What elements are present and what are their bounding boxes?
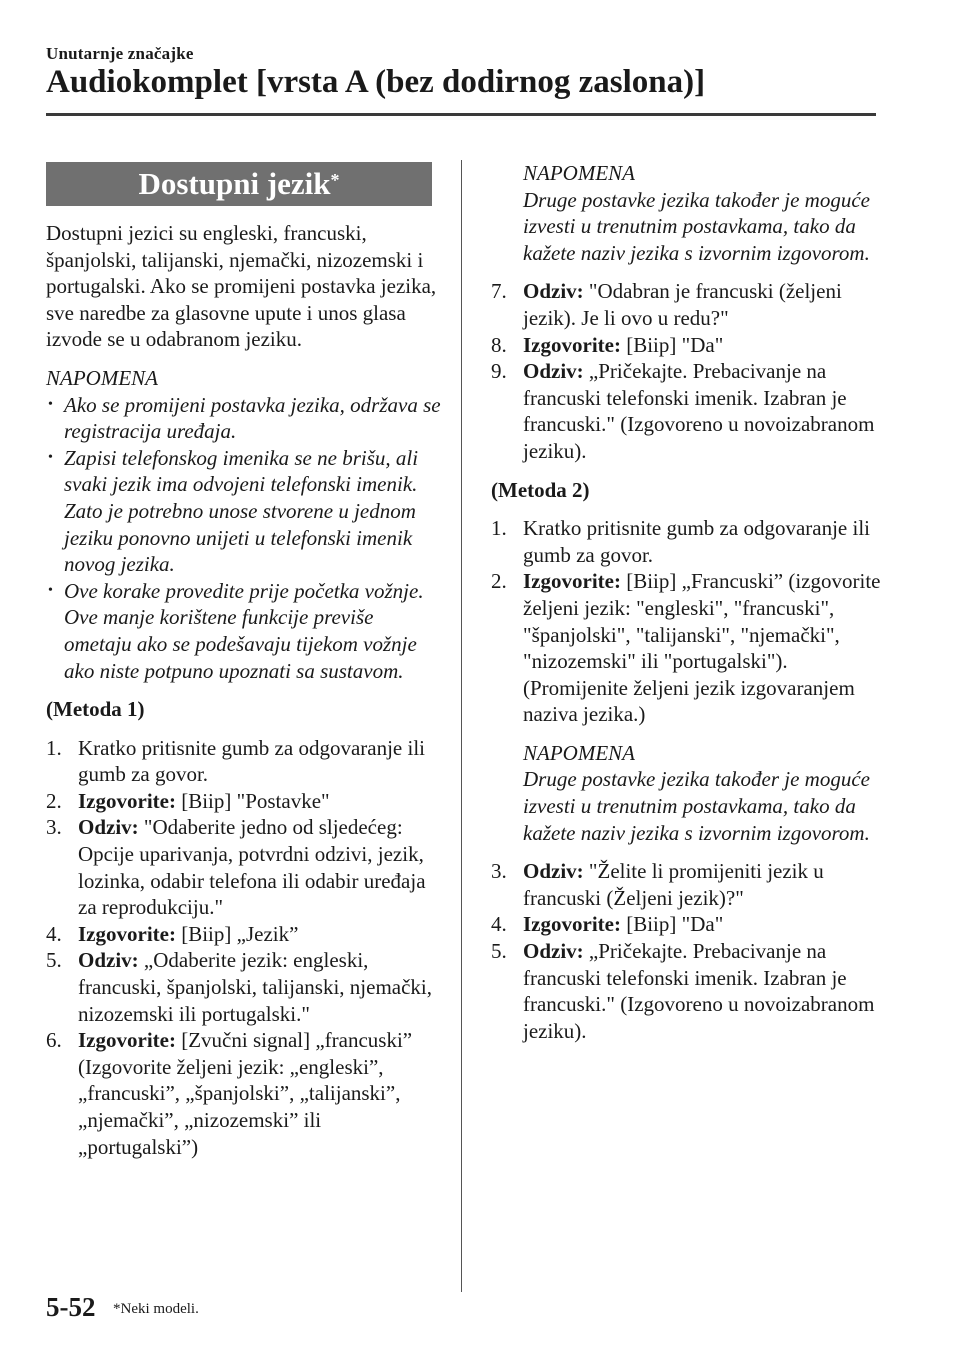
bullet-icon: • <box>48 582 53 598</box>
step-text: „Pričekajte. Prebacivanje na francuski telefonski imenik. Izabran je francuski." (Izgovoreno u novoizabranom jeziku). <box>523 359 875 463</box>
step-number: 5. <box>46 948 62 973</box>
step-item <box>491 911 891 938</box>
step-text: „Odaberite jezik: engleski, francuski, španjolski, talijanski, njemački, nizozemski ili portugalski." <box>78 948 433 1026</box>
footnote: *Neki modeli. <box>113 1301 199 1317</box>
step-text: [Biip] „Jezik” <box>175 921 299 946</box>
step-label: Izgovorite: <box>78 921 176 946</box>
note-title: NAPOMENA <box>523 740 635 765</box>
note-text: Druge postavke jezika također je moguće izvesti u trenutnim postavkama, tako da kažete naziv jezika s izvornim izgovorom. <box>523 187 870 265</box>
step-number: 3. <box>491 859 507 884</box>
step-text: „Pričekajte. Prebacivanje na francuski telefonski imenik. Izabran je francuski." (Izgovoreno u novoizabranom jeziku). <box>523 939 875 1043</box>
note-title: NAPOMENA <box>46 365 158 390</box>
step-number: 3. <box>46 815 62 840</box>
step-text: [Biip] "Da" <box>620 912 724 937</box>
step-label: Odziv: <box>523 359 584 384</box>
section-heading-text: Dostupni jezik <box>138 166 331 201</box>
bullet-text: Zapisi telefonskog imenika se ne brišu, ali svaki jezik ima odvojeni telefonski imenik. Zato je potrebno unose stvorene u jednom jeziku ponovno unijeti u telefonski imenik novog jezika. <box>64 445 419 577</box>
bullet-item <box>46 578 446 684</box>
step-number: 4. <box>491 912 507 937</box>
step-text: [Biip] "Postavke" <box>175 788 330 813</box>
step-item <box>491 938 891 1044</box>
step-item <box>46 1027 446 1160</box>
step-label: Izgovorite: <box>78 1028 176 1053</box>
bullet-text: Ako se promijeni postavka jezika, održava se registracija uređaja. <box>64 392 441 444</box>
section-label: Unutarnje značajke <box>46 44 194 63</box>
step-number: 1. <box>46 735 62 760</box>
step-label: Odziv: <box>78 948 139 973</box>
step-number: 5. <box>491 939 507 964</box>
section-heading <box>46 162 432 206</box>
step-text: "Želite li promijeniti jezik u francuski (Željeni jezik)?" <box>523 859 824 910</box>
method-1-heading: (Metoda 1) <box>46 697 145 722</box>
step-number: 6. <box>46 1028 62 1053</box>
step-text: Kratko pritisnite gumb za odgovaranje ili gumb za govor. <box>523 516 870 567</box>
step-text: [Biip] „Francuski” (izgovorite željeni jezik: "engleski", "francuski", "španjolski", "talijanski", "njemački", "nizozemski" ili "portugalski"). (Promijenite željeni jezik izgovaranjem naziva jezika.) <box>523 569 881 727</box>
page-number: 5-52 <box>46 1292 96 1322</box>
step-item <box>491 278 891 331</box>
step-item <box>491 568 891 728</box>
note-right-1 <box>491 160 891 266</box>
step-text: [Biip] "Da" <box>620 332 724 357</box>
step-item <box>46 814 446 920</box>
step-item <box>491 332 891 359</box>
step-label: Odziv: <box>78 815 139 840</box>
step-text: "Odabran je francuski (željeni jezik). Je li ovo u redu?" <box>523 279 842 330</box>
step-item <box>491 515 891 568</box>
step-text: [Zvučni signal] „francuski” (Izgovorite željeni jezik: „engleski”, „francuski”, „španjolski”, „talijanski”, „njemački”, „nizozemski” ili „portugalski”) <box>78 1028 413 1159</box>
step-item <box>491 358 891 464</box>
step-item <box>46 788 446 815</box>
note-text: Druge postavke jezika također je moguće izvesti u trenutnim postavkama, tako da kažete naziv jezika s izvornim izgovorom. <box>523 767 870 845</box>
page-title: Audiokomplet [vrsta A (bez dodirnog zaslona)] <box>46 64 706 100</box>
step-number: 2. <box>46 788 62 813</box>
step-list-continued <box>491 278 891 464</box>
step-number: 9. <box>491 359 507 384</box>
bullet-icon: • <box>48 396 53 412</box>
step-number: 1. <box>491 516 507 541</box>
right-column <box>491 160 891 1056</box>
step-label: Izgovorite: <box>78 788 176 813</box>
note-right-2 <box>491 740 891 846</box>
bullet-text: Ove korake provedite prije početka vožnje. Ove manje korištene funkcije previše ometaju ako se podešavaju tijekom vožnje ako niste potpuno upoznati sa sustavom. <box>64 578 424 683</box>
step-item <box>46 735 446 788</box>
bullet-item <box>46 392 446 445</box>
step-item <box>46 921 446 948</box>
step-list-method-2-continued <box>491 858 891 1044</box>
left-column <box>46 220 446 1172</box>
method-2-heading: (Metoda 2) <box>491 477 590 502</box>
title-rule <box>46 113 876 116</box>
column-divider <box>461 160 462 1292</box>
step-list-method-2 <box>491 515 891 728</box>
bullet-item <box>46 445 446 578</box>
step-text: Kratko pritisnite gumb za odgovaranje ili gumb za govor. <box>78 735 425 787</box>
note-title: NAPOMENA <box>523 161 635 185</box>
bullet-icon: • <box>48 449 53 465</box>
footnote-star: * <box>330 170 340 190</box>
step-number: 7. <box>491 279 507 304</box>
step-label: Odziv: <box>523 939 584 964</box>
step-number: 4. <box>46 921 62 946</box>
step-label: Izgovorite: <box>523 569 621 594</box>
step-label: Odziv: <box>523 859 584 884</box>
note-left <box>46 365 446 684</box>
step-text: "Odaberite jedno od sljedećeg: Opcije uparivanja, potvrdni odzivi, jezik, lozinka, odabir telefona ili odabir uređaja za reprodukciju." <box>78 815 426 920</box>
step-label: Izgovorite: <box>523 912 621 937</box>
step-number: 2. <box>491 569 507 594</box>
step-list-method-1 <box>46 735 446 1161</box>
step-item <box>46 947 446 1027</box>
step-label: Izgovorite: <box>523 332 621 357</box>
step-label: Odziv: <box>523 279 584 304</box>
step-item <box>491 858 891 911</box>
intro-paragraph: Dostupni jezici su engleski, francuski, španjolski, talijanski, njemački, nizozemski i portugalski. Ako se promijeni postavka jezika, sve naredbe za glasovne upute i unos glasa izvode se u odabranom jeziku. <box>46 221 437 352</box>
step-number: 8. <box>491 332 507 357</box>
bullet-list <box>46 392 446 685</box>
